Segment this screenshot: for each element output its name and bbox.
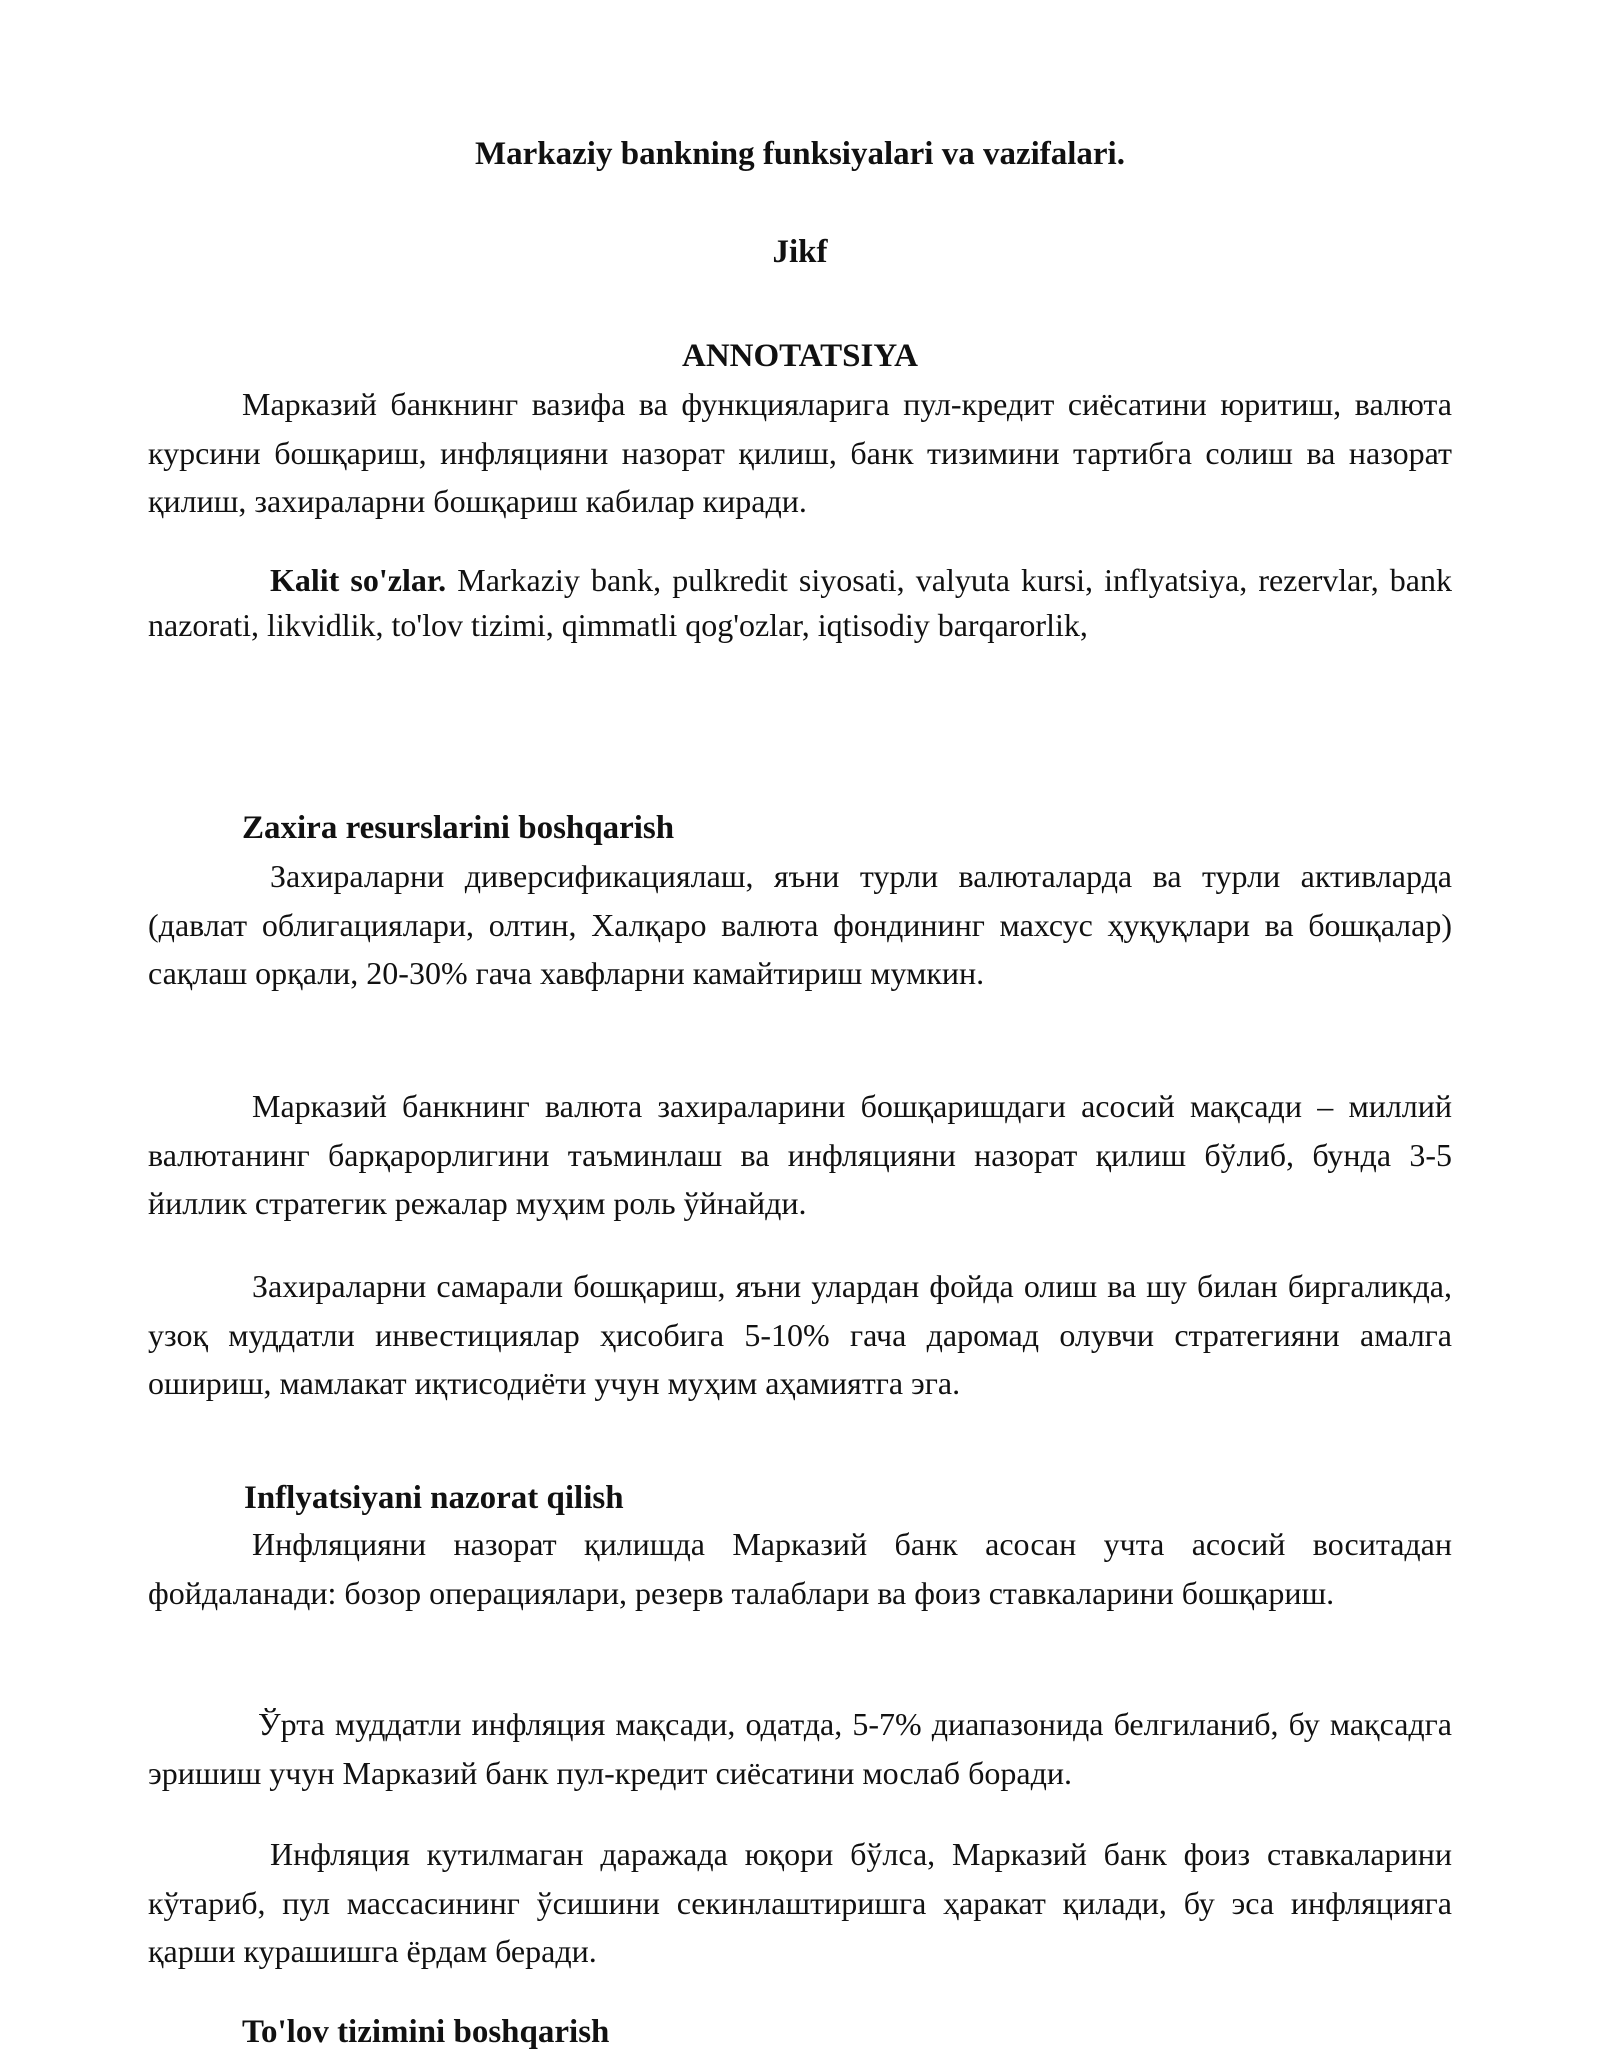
inflation-paragraph-1: Инфляцияни назорат қилишда Марказий банк асосан учта асосий воситадан фойдаланади: бозор операциялари, резерв талаблари ва фоиз ставкаларини бошқариш. bbox=[148, 1526, 1452, 1611]
document-author: Jikf bbox=[772, 234, 828, 270]
annotation-text: Марказий банкнинг вазифа ва функцияларига пул-кредит сиёсатини юритиш, валюта курсини бошқариш, инфляцияни назорат қилиш, банк тизимини тартибга солиш ва назорат қилиш, захираларни бошқариш кабилар киради. bbox=[148, 386, 1452, 519]
reserves-paragraph-3: Захираларни самарали бошқариш, яъни улардан фойда олиш ва шу билан биргаликда, узоқ муддатли инвестициялар ҳисобига 5-10% гача даромад олувчи стратегияни амалга ошириш, мамлакат иқтисодиёти учун муҳим аҳамиятга эга. bbox=[148, 1268, 1452, 1401]
annotation-heading: ANNOTATSIYA bbox=[682, 338, 918, 374]
keywords-label: Kalit so'zlar. bbox=[270, 562, 447, 598]
reserves-paragraph-1: Захираларни диверсификациялаш, яъни турли валюталарда ва турли активларда (давлат облигациялари, олтин, Халқаро валюта фондининг махсус ҳуқуқлари ва бошқалар) сақлаш орқали, 20-30% гача хавфларни камайтириш мумкин. bbox=[148, 858, 1452, 991]
keywords-paragraph bbox=[148, 558, 1452, 648]
section-heading-inflation: Inflyatsiyani nazorat qilish bbox=[244, 1480, 624, 1516]
section-heading-reserves: Zaxira resurslarini boshqarish bbox=[242, 810, 675, 846]
annotation-paragraph bbox=[148, 380, 1452, 526]
inflation-paragraph-3: Инфляция кутилмаган даражада юқори бўлса, Марказий банк фоиз ставкаларини кўтариб, пул массасининг ўсишини секинлаштиришга ҳаракат қилади, бу эса инфляцияга қарши курашишга ёрдам беради. bbox=[148, 1836, 1452, 1969]
document-title: Markaziy bankning funksiyalari va vazifalari. bbox=[475, 136, 1125, 172]
inflation-paragraph-2: Ўрта муддатли инфляция мақсади, одатда, 5-7% диапазонида белгиланиб, бу мақсадга эришиш учун Марказий банк пул-кредит сиёсатини мослаб боради. bbox=[148, 1706, 1452, 1791]
section-heading-payments: To'lov tizimini boshqarish bbox=[242, 2014, 610, 2050]
reserves-paragraph-2: Марказий банкнинг валюта захираларини бошқаришдаги асосий мақсади – миллий валютанинг барқарорлигини таъминлаш ва инфляцияни назорат қилиш бўлиб, бунда 3-5 йиллик стратегик режалар муҳим роль ўйнайди. bbox=[148, 1088, 1452, 1221]
keywords-text: Markaziy bank, pulkredit siyosati, valyuta kursi, inflyatsiya, rezervlar, bank nazorati, likvidlik, to'lov tizimi, qimmatli qog'ozlar, iqtisodiy barqarorlik, bbox=[148, 562, 1453, 643]
